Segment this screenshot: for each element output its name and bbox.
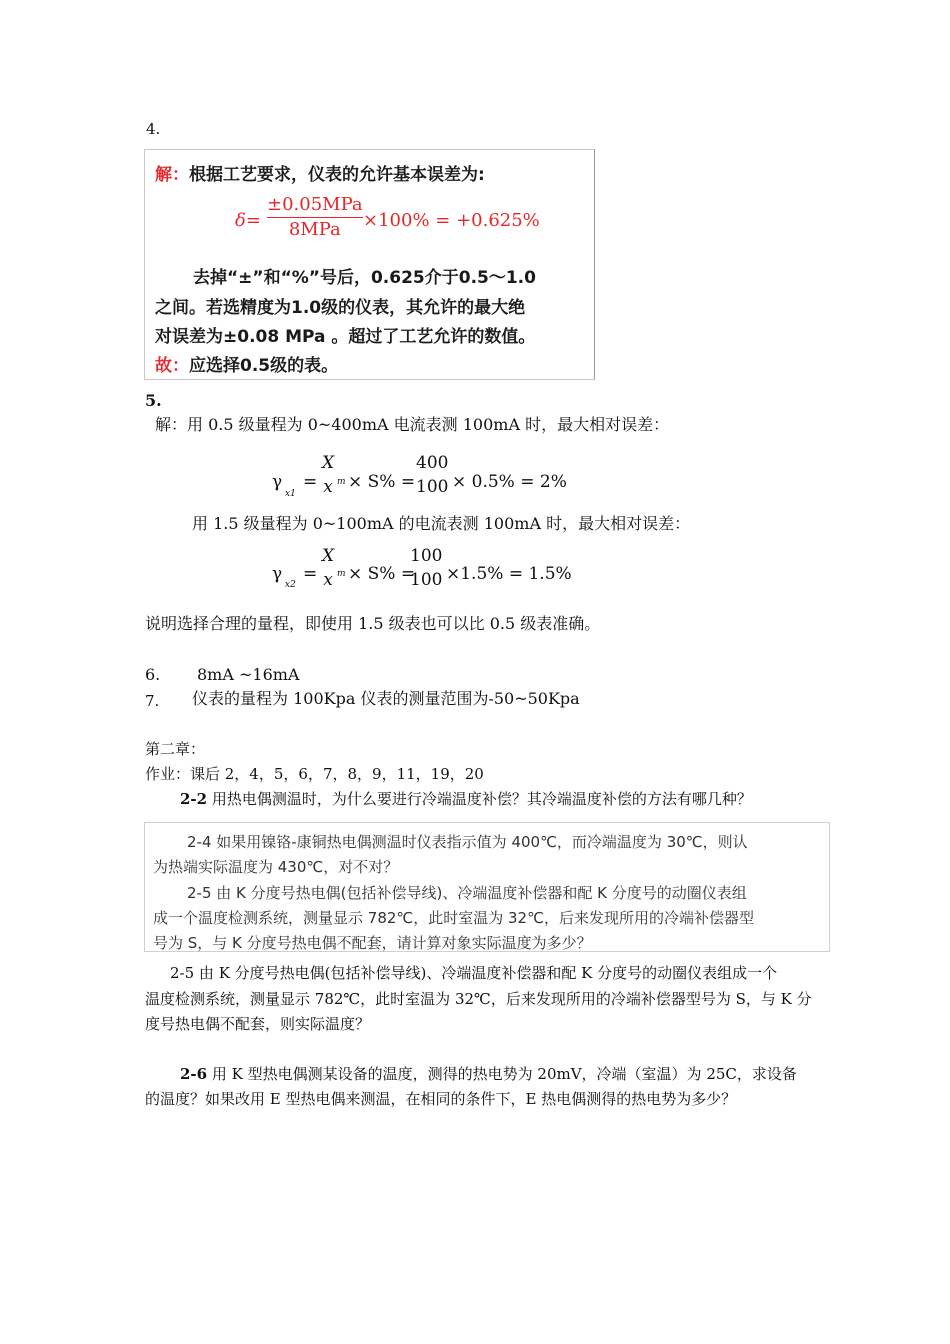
problem-6-number: 6. [145, 665, 161, 684]
times-s-percent: × S% = [348, 472, 416, 492]
m-subscript: m [337, 477, 346, 487]
problem-5-number: 5. [145, 391, 162, 410]
gu-label: 故： [155, 356, 189, 376]
homework-line: 作业：课后 2，4，5，6，7，8，9，11，19，20 [145, 765, 484, 783]
range-fraction [410, 548, 442, 589]
m-subscript: m [337, 569, 346, 579]
problem-6-answer: 8mA ~16mA [197, 665, 300, 684]
box-line-3: 2-5 由 K 分度号热电偶(包括补偿导线)、冷端温度补偿器和配 K 分度号的动圈仪表组 [187, 884, 747, 902]
question-2-5-line-2: 温度检测系统，测量显示 782℃，此时室温为 32℃，后来发现所用的冷端补偿器型号为 S，与 K 分 [145, 990, 812, 1008]
box-line-2: 为热端实际温度为 430℃，对不对？ [153, 858, 399, 876]
gamma-symbol: γ [272, 472, 283, 492]
question-number: 2-6 [180, 1065, 208, 1083]
delta-fraction [267, 196, 363, 239]
box-line-4: 成一个温度检测系统，测量显示 782℃，此时室温为 32℃，后来发现所用的冷端补偿器型 [153, 909, 754, 927]
problem-5-conclusion: 说明选择合理的量程，即使用 1.5 级表也可以比 0.5 级表准确。 [145, 614, 601, 633]
equation-result: ×1.5% = 1.5% [446, 564, 572, 584]
problem-4-number: 4. [146, 120, 161, 138]
solution-line-2: 去掉“±”和“%”号后，0.625介于0.5～1.0 [193, 268, 536, 288]
problem-7-answer: 仪表的量程为 100Kpa 仪表的测量范围为-50~50Kpa [192, 689, 580, 708]
solution-line-4: 对误差为±0.08 MPa 。超过了工艺允许的数值。 [155, 327, 536, 347]
box-line-5: 号为 S，与 K 分度号热电偶不配套，请计算对象实际温度为多少？ [153, 934, 592, 952]
equals-sign: = [303, 472, 318, 492]
question-2-6-line-1 [180, 1067, 797, 1082]
gamma-subscript: x1 [285, 489, 296, 499]
range-denominator: 100 [416, 477, 449, 497]
question-2-2 [180, 792, 752, 807]
delta-symbol: δ= [235, 210, 261, 231]
solution-line-5 [155, 351, 338, 376]
equals-sign: = [303, 564, 318, 584]
numerator-x: X [322, 546, 335, 566]
chapter-2-title: 第二章： [145, 740, 206, 758]
gamma-symbol: γ [272, 564, 283, 584]
question-number: 2-2 [180, 790, 208, 808]
problem-7-number: 7. [145, 692, 160, 710]
problem-5-line-2: 用 1.5 级量程为 0~100mA 的电流表测 100mA 时，最大相对误差： [192, 514, 691, 533]
jie-label: 解： [155, 165, 189, 185]
equation-2 [270, 548, 570, 598]
range-denominator: 100 [410, 570, 443, 590]
range-numerator: 400 [416, 453, 449, 473]
denominator-x: x [323, 570, 333, 590]
question-2-5-line-1: 2-5 由 K 分度号热电偶(包括补偿导线)、冷端温度补偿器和配 K 分度号的动圈仪表组成一个 [170, 964, 778, 982]
question-2-5-line-3: 度号热电偶不配套，则实际温度？ [145, 1015, 371, 1033]
times-s-percent: × S% = [348, 564, 416, 584]
denominator-x: x [323, 477, 333, 497]
solution-line-3: 之间。若选精度为1.0级的仪表，其允许的最大绝 [155, 298, 526, 318]
solution-text: 应选择0.5级的表。 [189, 356, 339, 376]
solution-line-1 [155, 160, 485, 185]
fraction-denominator: 8MPa [288, 219, 341, 240]
problem-5-line-1: 解：用 0.5 级量程为 0~400mA 电流表测 100mA 时，最大相对误差： [155, 415, 670, 434]
xm-over-x [322, 548, 334, 589]
range-fraction [416, 455, 448, 496]
box-line-1: 2-4 如果用镍铬-康铜热电偶测温时仪表指示值为 400℃，而冷端温度为 30℃，则认 [187, 833, 748, 851]
question-text: 用 K 型热电偶测某设备的温度，测得的热电势为 20mV，冷端（室温）为 25C，求设备 [211, 1065, 797, 1083]
equation-1 [270, 455, 570, 505]
gamma-subscript: x2 [285, 580, 296, 590]
solution-text: 根据工艺要求，仪表的允许基本误差为: [189, 165, 485, 185]
question-text: 用热电偶测温时，为什么要进行冷端温度补偿？其冷端温度补偿的方法有哪几种？ [211, 790, 752, 808]
xm-over-x [322, 455, 334, 496]
problem-4-solution-image [144, 149, 595, 380]
range-numerator: 100 [410, 546, 443, 566]
numerator-x: X [322, 453, 335, 473]
delta-result: ×100% = +0.625% [363, 210, 540, 231]
equation-result: × 0.5% = 2% [452, 472, 567, 492]
question-2-6-line-2: 的温度？如果改用 E 型热电偶来测温，在相同的条件下，E 热电偶测得的热电势为多少？ [145, 1090, 737, 1108]
questions-2-4-2-5-image [144, 822, 830, 952]
fraction-numerator: ±0.05MPa [267, 194, 363, 215]
